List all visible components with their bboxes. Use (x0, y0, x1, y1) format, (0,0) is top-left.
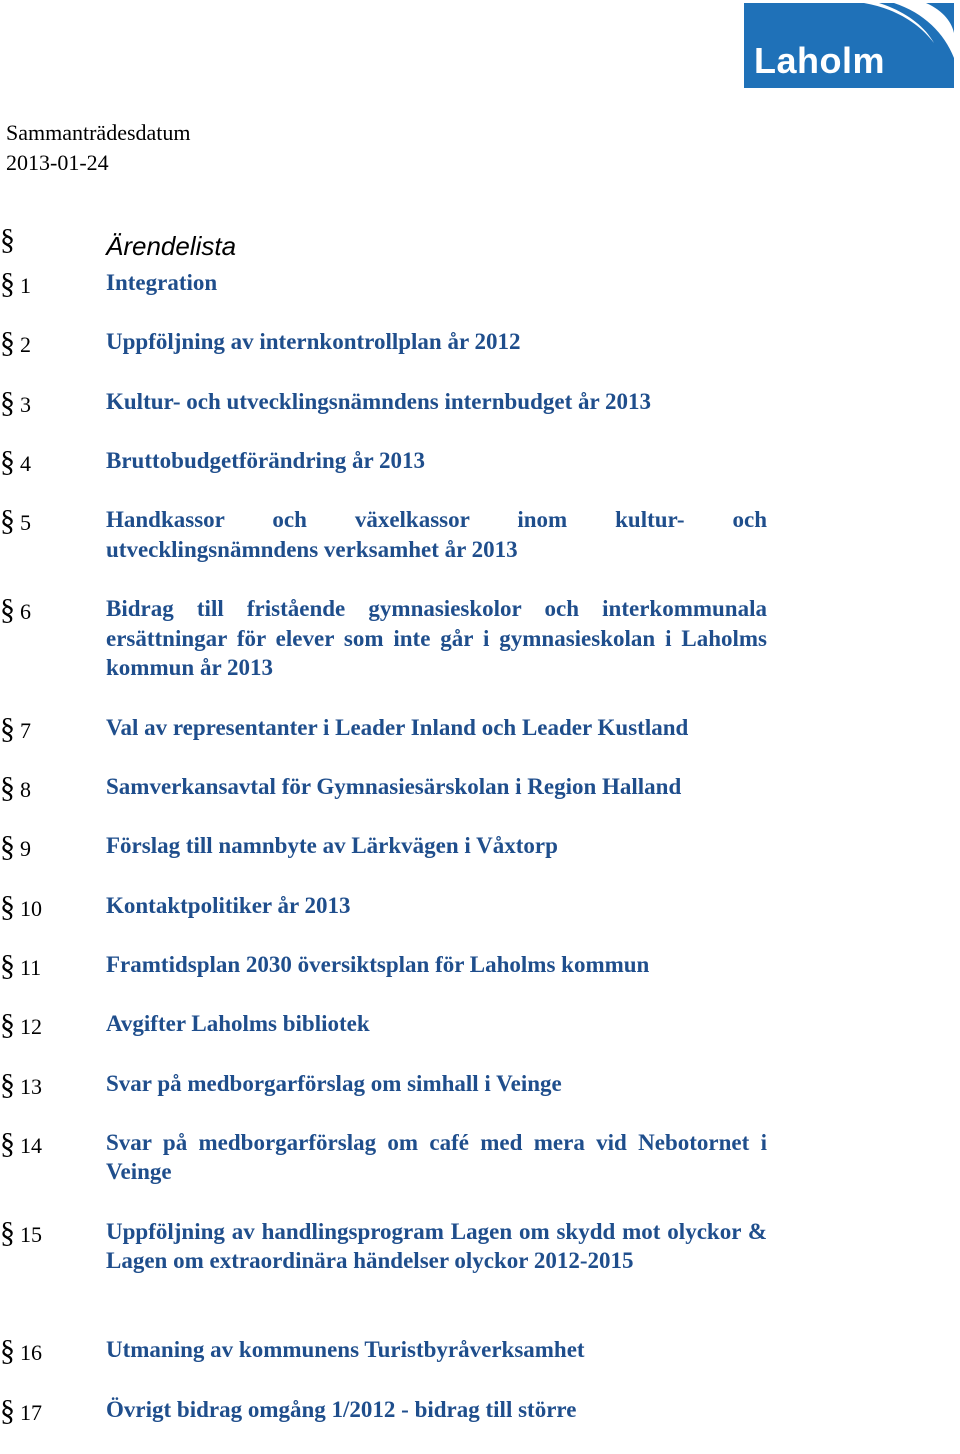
agenda-list (0, 268, 960, 1454)
agenda-item (0, 327, 960, 386)
item-number: 13 (20, 1073, 42, 1099)
item-number: 2 (20, 332, 31, 358)
section-symbol: § (0, 771, 15, 805)
logo-text: Laholm (754, 40, 886, 81)
item-number: 7 (20, 717, 31, 743)
item-title: Framtidsplan 2030 översiktsplan för Laholms kommun (106, 951, 650, 977)
item-number: 14 (20, 1132, 42, 1158)
agenda-item (0, 772, 960, 831)
item-title: Handkassor och växelkassor inom kultur- och utvecklingsnämndens verksamhet år 2013 (106, 507, 767, 562)
section-symbol: § (0, 1008, 15, 1042)
item-title: Svar på medborgarförslag om café med mera vid Nebotornet i Veinge (106, 1129, 767, 1185)
section-symbol: § (0, 830, 15, 864)
item-title: Bidrag till fristående gymnasieskolor och interkommunala ersättningar för elever som inte går i gymnasieskolan i Laholms kommun år 2013 (106, 596, 767, 681)
agenda-item (0, 1395, 960, 1454)
item-number: 9 (20, 836, 31, 862)
item-number: 5 (20, 510, 31, 536)
section-symbol: § (0, 889, 15, 923)
item-title: Avgifter Laholms bibliotek (106, 1011, 370, 1037)
item-title: Uppföljning av handlingsprogram Lagen om skydd mot olyckor & Lagen om extraordinära händelser olyckor 2012-2015 (106, 1218, 767, 1274)
item-title: Val av representanter i Leader Inland och Leader Kustland (106, 714, 689, 740)
section-symbol: § (0, 1067, 15, 1101)
section-symbol: § (0, 326, 15, 360)
item-title: Integration (106, 270, 218, 295)
item-title: Uppföljning av internkontrollplan år 2012 (106, 329, 521, 355)
agenda-item (0, 891, 960, 950)
item-number: 6 (20, 599, 31, 625)
item-number: 11 (20, 954, 42, 980)
section-symbol: § (0, 267, 15, 300)
section-symbol: § (0, 1215, 15, 1249)
item-number: 12 (20, 1014, 42, 1040)
item-number: 8 (20, 777, 31, 803)
agenda-item (0, 1217, 960, 1336)
laholm-logo (744, 3, 954, 88)
meeting-meta (6, 118, 191, 178)
agenda-item (0, 446, 960, 505)
section-symbol: § (0, 385, 15, 419)
section-symbol: § (0, 1126, 15, 1160)
agenda-item (0, 950, 960, 1009)
item-number: 3 (20, 391, 31, 417)
meeting-date: 2013-01-24 (6, 150, 109, 175)
item-title: Bruttobudgetförändring år 2013 (106, 447, 426, 473)
meeting-date-label: Sammanträdesdatum (6, 120, 191, 145)
agenda-heading: Ärendelista (106, 231, 237, 261)
agenda-item (0, 268, 960, 327)
item-title: Svar på medborgarförslag om simhall i Veinge (106, 1070, 562, 1096)
item-number: 10 (20, 895, 42, 921)
agenda-item (0, 1009, 960, 1068)
item-number: 1 (20, 273, 31, 298)
item-title: Kontaktpolitiker år 2013 (106, 892, 351, 918)
section-symbol: § (0, 223, 15, 256)
item-title: Utmaning av kommunens Turistbyråverksamhet (106, 1337, 585, 1363)
section-symbol: § (0, 504, 15, 538)
agenda-item (0, 1069, 960, 1128)
item-number: 16 (20, 1340, 42, 1366)
agenda-item (0, 1128, 960, 1217)
agenda-item (0, 594, 960, 713)
item-title: Övrigt bidrag omgång 1/2012 - bidrag till större (106, 1396, 577, 1422)
section-symbol: § (0, 948, 15, 982)
agenda-item (0, 1335, 960, 1394)
section-symbol: § (0, 444, 15, 478)
item-title: Förslag till namnbyte av Lärkvägen i Våxtorp (106, 833, 558, 859)
agenda-item (0, 387, 960, 446)
agenda-item (0, 831, 960, 890)
section-symbol: § (0, 1393, 15, 1427)
item-title: Samverkansavtal för Gymnasiesärskolan i Region Halland (106, 774, 682, 800)
item-number: 4 (20, 450, 31, 476)
section-symbol: § (0, 711, 15, 745)
section-symbol: § (0, 593, 15, 627)
section-symbol: § (0, 1334, 15, 1368)
item-title: Kultur- och utvecklingsnämndens internbudget år 2013 (106, 388, 652, 414)
item-number: 15 (20, 1221, 42, 1247)
agenda-item (0, 505, 960, 594)
agenda-item (0, 713, 960, 772)
item-number: 17 (20, 1399, 42, 1425)
